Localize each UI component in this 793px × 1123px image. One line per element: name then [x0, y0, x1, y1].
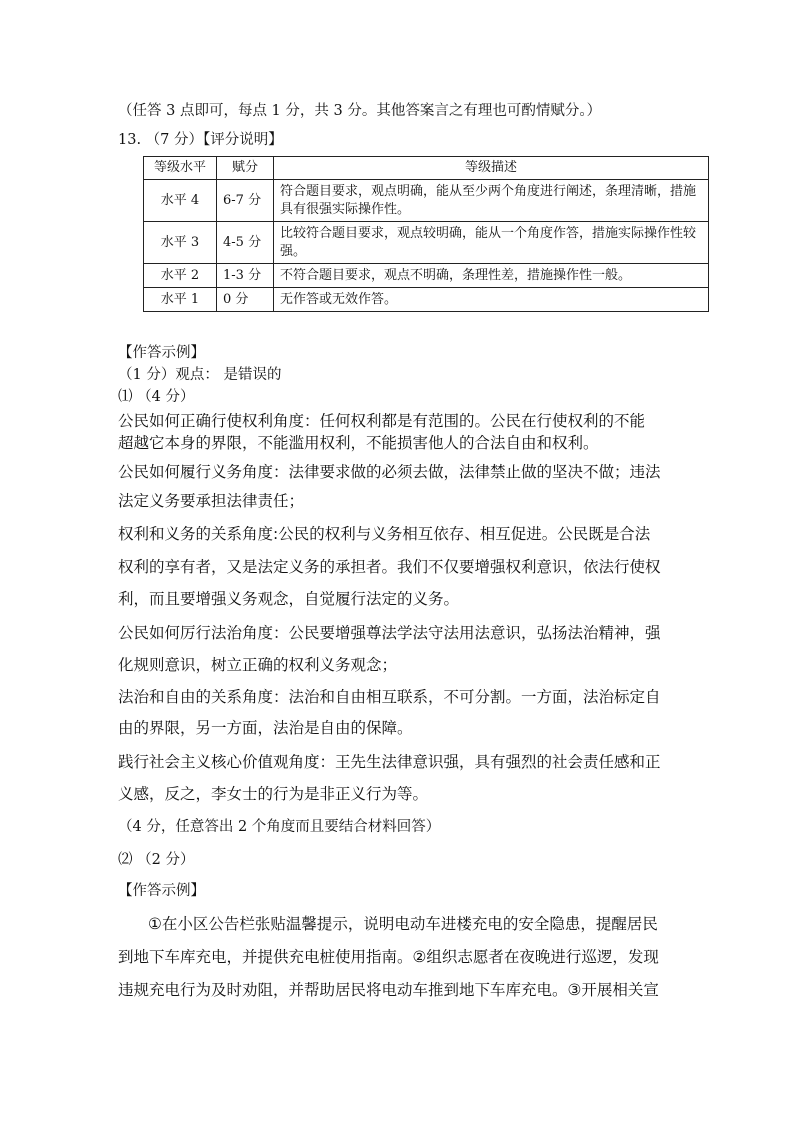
- example-line: ①在小区公告栏张贴温馨提示，说明电动车进楼充电的安全隐患，提醒居民: [148, 915, 658, 933]
- question-13-heading: 13. （7 分）【评分说明】: [118, 132, 283, 148]
- row-score: 0 分: [217, 288, 274, 312]
- part-1-label: ⑴ （4 分）: [118, 389, 195, 405]
- example-line: 违规充电行为及时劝阻，并帮助居民将电动车推到地下车库充电。③开展相关宣: [118, 981, 659, 999]
- row-score: 6-7 分: [217, 180, 274, 222]
- answer-line: 权利和义务的关系角度:公民的权利与义务相互依存、相互促进。公民既是合法: [118, 525, 651, 543]
- viewpoint-line: （1 分）观点： 是错误的: [118, 367, 282, 383]
- header-level: 等级水平: [144, 157, 217, 180]
- answer-line: 践行社会主义核心价值观角度：王先生法律意识强，具有强烈的社会责任感和正: [118, 753, 661, 771]
- answer-line: 法定义务要承担法律责任；: [118, 492, 305, 510]
- answer-line: 法治和自由的关系角度：法治和自由相互联系，不可分割。一方面，法治标定自: [118, 688, 661, 706]
- row-level: 水平 3: [144, 222, 217, 264]
- answer-line: 权利的享有者，又是法定义务的承担者。我们不仅要增强权利意识，依法行使权: [118, 558, 661, 576]
- row-level: 水平 1: [144, 288, 217, 312]
- answer-line: 利，而且要增强义务观念，自觉履行法定的义务。: [118, 590, 460, 608]
- header-description: 等级描述: [274, 157, 709, 180]
- row-description: 比较符合题目要求，观点较明确，能从一个角度作答，措施实际操作性较强。: [274, 222, 709, 264]
- example-line: 到地下车库充电，并提供充电桩使用指南。②组织志愿者在夜晚进行巡逻，发现: [118, 948, 659, 966]
- row-level: 水平 2: [144, 264, 217, 288]
- answer-line: 化规则意识，树立正确的权利义务观念；: [118, 656, 398, 674]
- grading-table: [143, 156, 709, 312]
- row-score: 4-5 分: [217, 222, 274, 264]
- answer-line: 公民如何厉行法治角度：公民要增强尊法学法守法用法意识，弘扬法治精神，强: [118, 624, 661, 642]
- row-score: 1-3 分: [217, 264, 274, 288]
- table-row: [144, 264, 709, 288]
- row-level: 水平 4: [144, 180, 217, 222]
- row-description: 符合题目要求，观点明确，能从至少两个角度进行阐述，条理清晰，措施具有很强实际操作性。: [274, 180, 709, 222]
- answer-line: 超越它本身的界限，不能滥用权利，不能损害他人的合法自由和权利。: [118, 434, 599, 452]
- answer-line: 公民如何正确行使权利角度：任何权利都是有范围的。公民在行使权利的不能: [118, 412, 646, 430]
- table-row: [144, 222, 709, 264]
- answer-line: 由的界限，另一方面，法治是自由的保障。: [118, 719, 413, 737]
- answer-line: 公民如何履行义务角度：法律要求做的必须去做，法律禁止做的坚决不做；违法: [118, 463, 661, 481]
- example-heading: 【作答示例】: [118, 345, 205, 361]
- row-description: 无作答或无效作答。: [274, 288, 709, 312]
- row-description: 不符合题目要求，观点不明确，条理性差，措施操作性一般。: [274, 264, 709, 288]
- part-2-label: ⑵ （2 分）: [118, 852, 195, 868]
- answer-line: 义感，反之，李女士的行为是非正义行为等。: [118, 785, 429, 803]
- scoring-note: （任答 3 点即可，每点 1 分，共 3 分。其他答案言之有理也可酌情赋分。）: [118, 103, 602, 119]
- example-heading: 【作答示例】: [118, 883, 205, 899]
- table-row: [144, 288, 709, 312]
- part-1-note: （4 分，任意答出 2 个角度而且要结合材料回答）: [118, 819, 441, 835]
- table-row: [144, 180, 709, 222]
- header-score: 赋分: [217, 157, 274, 180]
- table-header-row: [144, 157, 709, 180]
